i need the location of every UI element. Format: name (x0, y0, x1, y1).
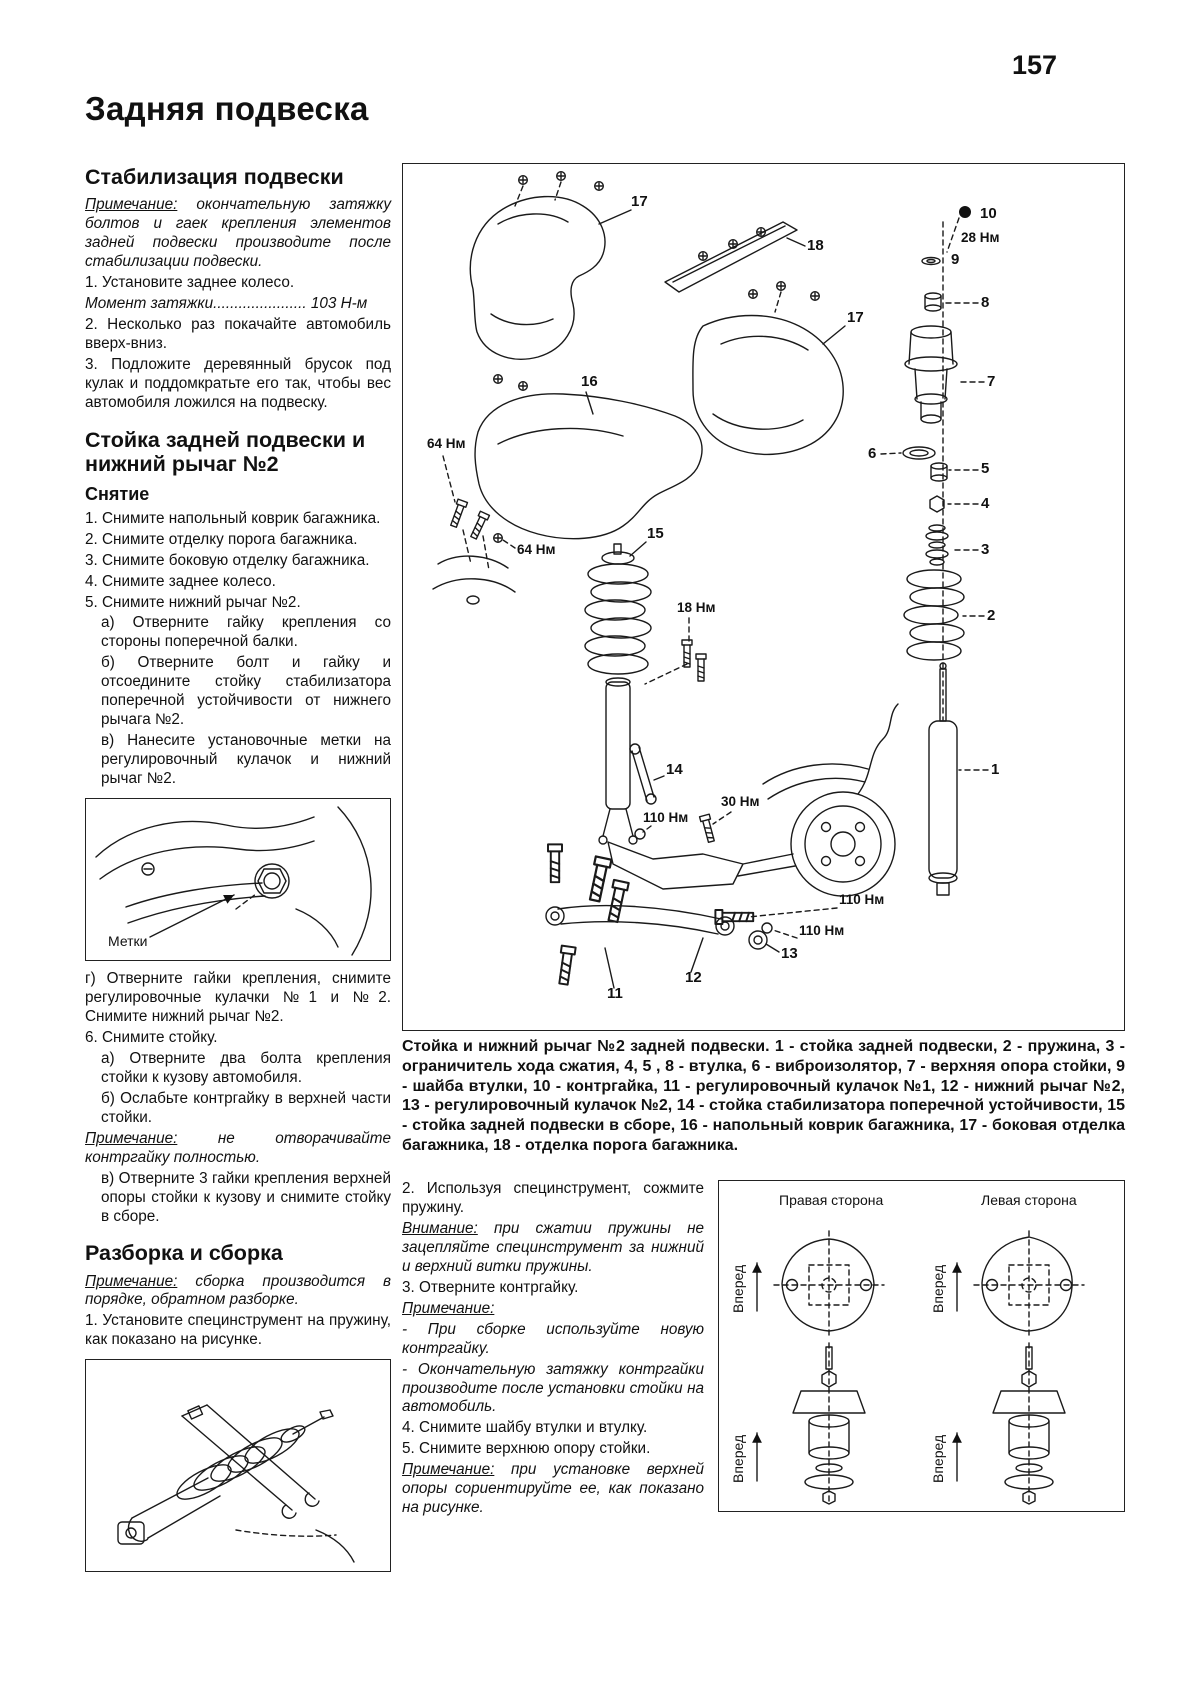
brake-hose-shape (858, 704, 898, 794)
shock-absorber-shape (929, 663, 957, 895)
note-paragraph: Примечание: сборка производится в порядке, обратном разборке. (85, 1272, 392, 1309)
section-heading-disassembly: Разборка и сборка (85, 1241, 283, 1266)
knuckle-shape (608, 842, 795, 889)
substep: б) Отверните болт и гайку и отсоедините стойку стабилизатора поперечной устойчивости от нижнего рычага №2. (101, 654, 391, 729)
upper-support-shape (905, 326, 957, 423)
substep: в) Нанесите установочные метки на регулировочный кулачок и нижний рычаг №2. (101, 732, 391, 788)
middle-column (402, 1180, 704, 1520)
step: 5. Снимите нижний рычаг №2. (85, 593, 301, 611)
diagram-torque-label: 64 Нм (427, 436, 466, 451)
wheel-arch-shape (433, 556, 515, 604)
brake-hub-shape (791, 792, 895, 896)
step: 4. Снимите заднее колесо. (85, 572, 276, 590)
note-paragraph: Примечание: окончательную затяжку болтов и гаек крепления элементов задней подвески производите после стабилизации подвески. (85, 196, 391, 270)
lower-arm-shape (546, 906, 734, 935)
substep: а) Отверните гайку крепления со стороны поперечной балки. (101, 614, 391, 651)
locknut-shape (959, 206, 971, 218)
diagram-part-label: 3 (981, 541, 990, 558)
coil-spring-shape (904, 570, 964, 660)
forward-label: Вперед (930, 1264, 946, 1313)
diagram-part-label: 8 (981, 294, 990, 311)
step: 1. Установите специнструмент на пружину, как показано на рисунке. (85, 1312, 391, 1349)
diagram-part-label: 17 (631, 193, 648, 210)
note-paragraph: Примечание: при установке верхней опоры сориентируйте ее, как показано на рисунке. (402, 1461, 704, 1517)
bushing-washer-shape (922, 258, 940, 265)
strut-assembly-shape (585, 544, 651, 844)
cam-marks-figure (85, 798, 391, 961)
vibration-insulator-shape (903, 447, 935, 459)
marks-label: Метки (108, 933, 148, 950)
diagram-part-label: 18 (807, 237, 824, 254)
diagram-part-label: 13 (781, 945, 798, 962)
forward-label: Вперед (730, 1434, 746, 1483)
step: 2. Используя специнструмент, сожмите пружину. (402, 1180, 704, 1216)
diagram-torque-label: 30 Нм (721, 794, 760, 809)
step: 6. Снимите стойку. (85, 1028, 218, 1046)
forward-label: Вперед (730, 1264, 746, 1313)
diagram-part-label: 2 (987, 607, 996, 624)
diagram-part-label: 14 (666, 761, 683, 778)
side-trim-panel-shape (693, 316, 843, 455)
stabilizer-link-shape (630, 744, 656, 804)
side-label: Правая сторона (779, 1192, 884, 1208)
bushing-shape (931, 463, 947, 481)
torque-spec: Момент затяжки...................... 103 Н-м (85, 294, 368, 312)
step: 5. Снимите верхнюю опору стойки. (402, 1440, 651, 1458)
sill-trim-shape (665, 222, 797, 292)
adjusting-cam-shape (749, 931, 767, 949)
note-item: - Окончательную затяжку контргайки производите после установки стойки на автомобиль. (402, 1360, 704, 1416)
diagram-torque-label: 110 Нм (839, 892, 885, 907)
diagram-part-label: 5 (981, 460, 990, 477)
diagram-torque-label: 110 Нм (643, 810, 689, 825)
diagram-torque-label: 28 Нм (961, 230, 1000, 245)
diagram-part-label: 10 (980, 205, 997, 222)
warning-paragraph: Внимание: при сжатии пружины не зацепляйте специнструмент за нижний и верхний витки пружины. (402, 1219, 704, 1275)
wheel-arch-shape (338, 807, 371, 955)
step: 4. Снимите шайбу втулки и втулку. (402, 1419, 648, 1437)
left-column (85, 150, 391, 1581)
diagram-torque-label: 18 Нм (677, 600, 716, 615)
side-trim-panel-shape (470, 197, 605, 360)
note-paragraph: Примечание: не отворачивайте контргайку полностью. (85, 1129, 391, 1166)
diagram-part-label: 7 (987, 373, 996, 390)
step: 2. Снимите отделку порога багажника. (85, 530, 358, 548)
main-exploded-diagram (403, 164, 1123, 1029)
page-number: 157 (1012, 50, 1058, 80)
bushing-shape (925, 293, 941, 311)
right-side-view (730, 1192, 884, 1505)
mount-plate-shape (982, 1237, 1072, 1331)
diagram-part-label: 16 (581, 373, 598, 390)
bushing-nut-shape (930, 496, 944, 512)
substep: б) Ослабьте контргайку в верхней части стойки. (101, 1089, 391, 1126)
forward-label: Вперед (930, 1434, 946, 1483)
diagram-part-label: 4 (981, 495, 990, 512)
substep: а) Отверните два болта крепления стойки к кузову автомобиля. (101, 1049, 391, 1086)
shock-body-shape (132, 1478, 208, 1518)
main-diagram-box (402, 163, 1125, 1031)
diagram-part-label: 12 (685, 969, 702, 986)
upper-support-orientation-figure (718, 1180, 1125, 1512)
note-item: - При сборке используйте новую контргайку. (402, 1320, 704, 1357)
diagram-torque-label: 110 Нм (799, 923, 845, 938)
step: г) Отверните гайки крепления, снимите регулировочные кулачки №1 и №2. Снимите нижний рычаг №2. (85, 970, 391, 1025)
bump-stop-shape (926, 525, 948, 565)
diagram-part-label: 11 (607, 985, 623, 1002)
strut-top-shape (993, 1343, 1065, 1505)
diagram-part-label: 17 (847, 309, 864, 326)
page-title: Задняя подвеска (85, 90, 369, 127)
left-side-view (930, 1192, 1084, 1505)
diagram-part-label: 6 (868, 445, 877, 462)
step: 3. Снимите боковую отделку багажника. (85, 551, 370, 569)
compressor-tool-shape (182, 1405, 319, 1518)
diagram-part-label: 15 (647, 525, 664, 542)
step: 1. Снимите напольный коврик багажника. (85, 509, 381, 527)
substep: в) Отверните 3 гайки крепления верхней опоры стойки к кузову и снимите стойку в сборе. (101, 1169, 391, 1225)
step: 3. Подложите деревянный брусок под кулак и поддомкратьте его так, чтобы вес автомобиля ложился на подвеску. (85, 355, 391, 411)
section-heading-stabilization: Стабилизация подвески (85, 165, 344, 189)
diagram-part-label: 9 (951, 251, 960, 268)
strut-top-shape (793, 1343, 865, 1505)
floor-mat-shape (475, 394, 702, 539)
subframe-shape (96, 817, 314, 857)
lower-arm-shape (126, 883, 262, 907)
spring-compressor-figure (85, 1359, 391, 1572)
step: 2. Несколько раз покачайте автомобиль вверх-вниз. (85, 315, 391, 352)
diagram-torque-label: 64 Нм (517, 542, 556, 557)
step: 1. Установите заднее колесо. (85, 273, 295, 291)
diagram-part-label: 1 (991, 761, 1000, 778)
section-heading-strut: Стойка задней подвески и нижний рычаг №2 (85, 427, 366, 476)
subsection-heading-removal: Снятие (85, 483, 150, 504)
diagram-caption: Стойка и нижний рычаг №2 задней подвески. 1 - стойка задней подвески, 2 - пружина, 3 - ограничитель хода сжатия, 4, 5 , 8 - втулка, 6 - виброизолятор, 7 - верхняя опора стойки, 9 - шайба втулки, 10 - контргайка, 11 - регулировочный кулачок №1, 12 - нижний рычаг №2, 13 - регулировочный кулачок №2, 14 - стойка стабилизатора поперечной устойчивости, 15 - стойка задней подвески в сборе, 16 - напольный коврик багажника, 17 - боковая отделка багажника, 18 - отделка порога багажника. (402, 1038, 1125, 1155)
note-heading: Примечание: (402, 1299, 495, 1317)
side-label: Левая сторона (981, 1192, 1077, 1208)
step: 3. Отверните контргайку. (402, 1278, 579, 1296)
